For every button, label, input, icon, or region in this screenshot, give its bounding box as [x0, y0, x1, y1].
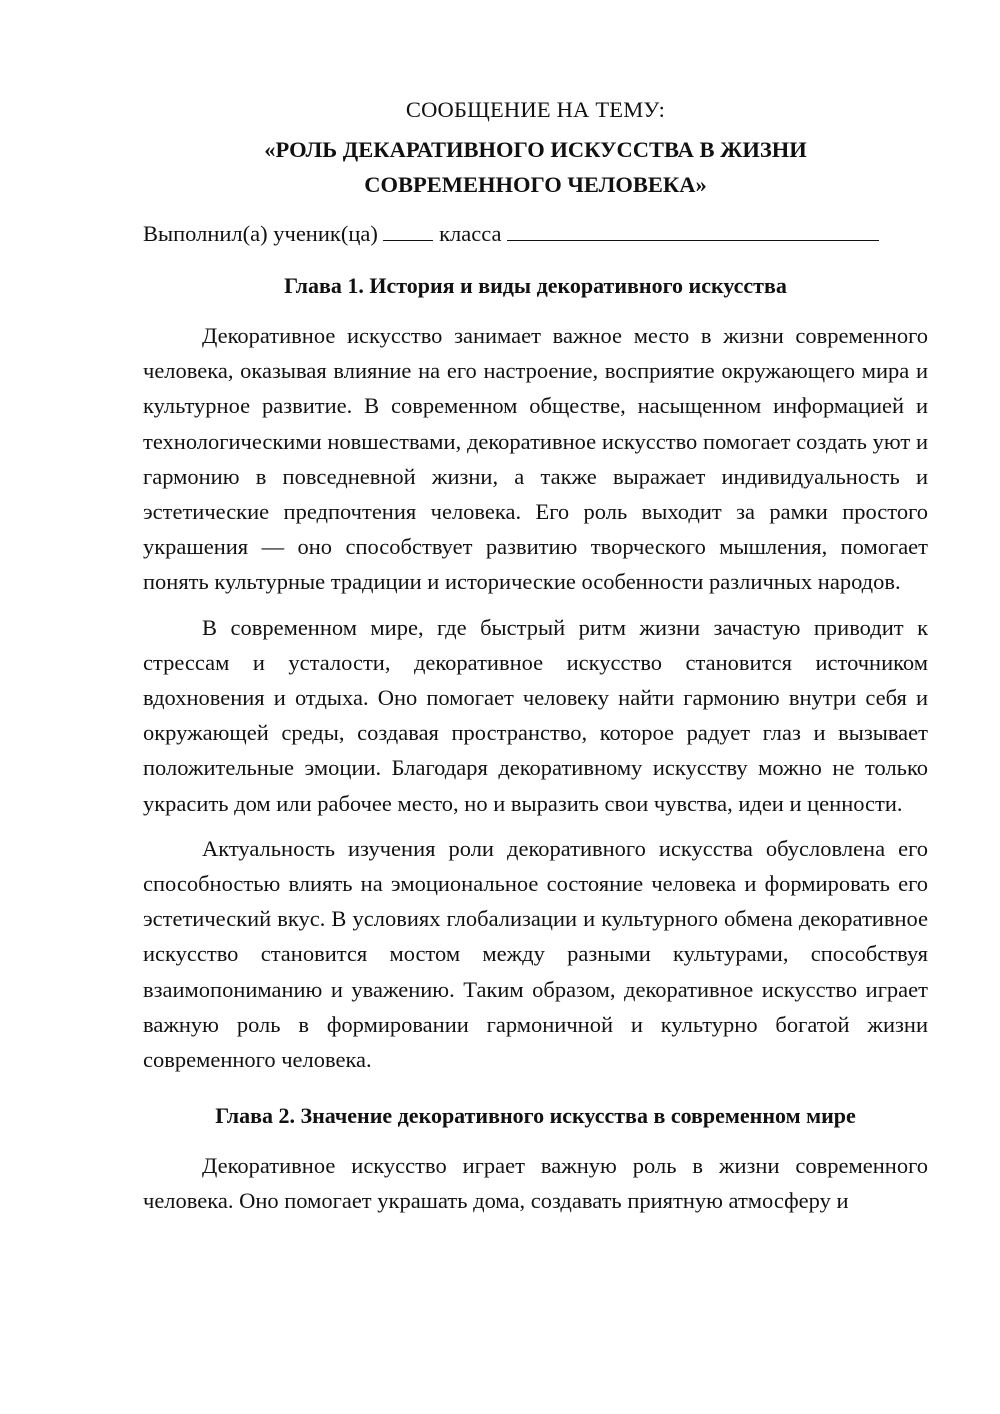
document-subject: СООБЩЕНИЕ НА ТЕМУ: [405, 97, 666, 122]
chapter-heading: Глава 1. История и виды декоративного искусства [284, 273, 787, 298]
document-content [143, 92, 928, 1219]
paragraph: Декоративное искусство играет важную роль в жизни современного человека. Оно помогает украшать дома, создавать приятную атмосферу и [143, 1153, 928, 1214]
paragraph: Актуальность изучения роли декоративного искусства обусловлена его способностью влиять на эмоциональное состояние человека и формировать его эстетический вкус. В условиях глобализации и культурного обмена декоративное искусство становится мостом между разными культурами, способствуя взаимопониманию и уважению. Таким образом, декоративное искусство играет важную роль в формировании гармоничной и культурно богатой жизни современного человека. [143, 835, 928, 1073]
author-prefix: Выполнил(а) ученик(ца) [143, 221, 378, 246]
document-title-line: СОВРЕМЕННОГО ЧЕЛОВЕКА» [364, 172, 707, 197]
student-name-blank [507, 218, 879, 241]
paragraph: В современном мире, где быстрый ритм жизни зачастую приводит к стрессам и усталости, декоративное искусство становится источником вдохновения и отдыха. Оно помогает человеку найти гармонию внутри себя и окружающей среды, создавая пространство, которое радует глаз и вызывает положительные эмоции. Благодаря декоративному искусству можно не только украсить дом или рабочее место, но и выразить свои чувства, идеи и ценности. [143, 614, 928, 816]
class-label: класса [439, 221, 502, 246]
class-number-blank [383, 218, 433, 241]
author-line [143, 216, 928, 251]
document-title-line: «РОЛЬ ДЕКАРАТИВНОГО ИСКУССТВА В ЖИЗНИ [264, 137, 807, 162]
document-title [143, 132, 928, 202]
paragraph: Декоративное искусство занимает важное место в жизни современного человека, оказывая влияние на его настроение, восприятие окружающего мира и культурное развитие. В современном обществе, насыщенном информацией и технологическими новшествами, декоративное искусство помогает создать уют и гармонию в повседневной жизни, а также выражает индивидуальность и эстетические предпочтения человека. Его роль выходит за рамки простого украшения — оно способствует развитию творческого мышления, помогает понять культурные традиции и исторические особенности различных народов. [143, 323, 928, 595]
chapter-heading: Глава 2. Значение декоративного искусства в современном мире [215, 1103, 856, 1129]
